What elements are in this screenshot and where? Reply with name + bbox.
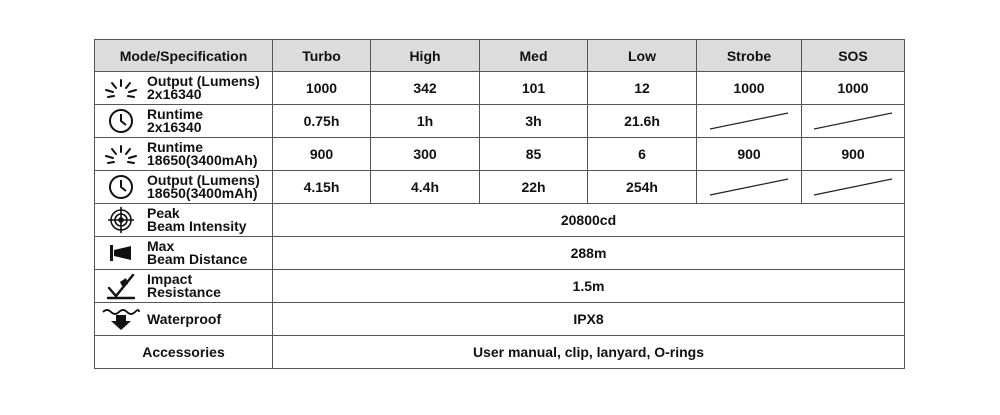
table-row [95, 204, 905, 237]
table-row [95, 237, 905, 270]
header-low: Low [588, 40, 697, 72]
value-cell: 342 [371, 72, 480, 105]
value-cell: 900 [273, 138, 371, 171]
table-row [95, 336, 905, 369]
value-cell: 4.4h [371, 171, 480, 204]
value-cell: 0.75h [273, 105, 371, 138]
header-strobe: Strobe [697, 40, 802, 72]
table-row [95, 303, 905, 336]
row-label-line2: Beam Intensity [147, 218, 247, 234]
row-label-line1: Output (Lumens) [147, 73, 260, 89]
row-label-line2: 18650(3400mAh) [147, 152, 258, 168]
row-label-cell [95, 270, 273, 303]
header-high: High [371, 40, 480, 72]
row-label-line1: Output (Lumens) [147, 172, 260, 188]
sun-rays-icon [95, 143, 147, 165]
header-turbo: Turbo [273, 40, 371, 72]
value-cell: 1000 [697, 72, 802, 105]
spec-value-cell: IPX8 [273, 303, 905, 336]
clock-icon [95, 174, 147, 200]
value-cell: 85 [480, 138, 588, 171]
accessories-label: Accessories [95, 336, 273, 369]
clock-icon [95, 108, 147, 134]
value-cell: 3h [480, 105, 588, 138]
spec-table [94, 39, 905, 369]
row-label-line1: Impact [147, 271, 193, 287]
value-cell: 21.6h [588, 105, 697, 138]
target-icon [95, 207, 147, 233]
row-label-line2: 2x16340 [147, 119, 202, 135]
header-mode-spec: Mode/Specification [95, 40, 273, 72]
row-label-cell [95, 303, 273, 336]
not-applicable-cell [697, 171, 802, 204]
row-label-line2: 18650(3400mAh) [147, 185, 258, 201]
beam-distance-icon [95, 243, 147, 263]
row-label-line1: Waterproof [147, 310, 222, 327]
row-label-cell [95, 171, 273, 204]
value-cell: 101 [480, 72, 588, 105]
value-cell: 1h [371, 105, 480, 138]
value-cell: 22h [480, 171, 588, 204]
row-label-line1: Runtime [147, 106, 203, 122]
not-applicable-cell [802, 171, 905, 204]
value-cell: 4.15h [273, 171, 371, 204]
spec-value-cell: 288m [273, 237, 905, 270]
header-sos: SOS [802, 40, 905, 72]
impact-icon [95, 272, 147, 300]
table-row [95, 105, 905, 138]
row-label-line2: Resistance [147, 284, 221, 300]
table-row [95, 72, 905, 105]
waterproof-icon [95, 307, 147, 331]
not-applicable-cell [697, 105, 802, 138]
row-label-line1: Runtime [147, 139, 203, 155]
header-med: Med [480, 40, 588, 72]
row-label-line2: Beam Distance [147, 251, 248, 267]
row-label-line1: Max [147, 238, 175, 254]
table-row [95, 171, 905, 204]
row-label-cell [95, 237, 273, 270]
row-label-cell [95, 138, 273, 171]
value-cell: 254h [588, 171, 697, 204]
value-cell: 1000 [802, 72, 905, 105]
value-cell: 900 [697, 138, 802, 171]
value-cell: 900 [802, 138, 905, 171]
row-label-cell [95, 204, 273, 237]
sun-rays-icon [95, 77, 147, 99]
row-label-cell [95, 72, 273, 105]
spec-value-cell: 1.5m [273, 270, 905, 303]
value-cell: 12 [588, 72, 697, 105]
spec-value-cell: 20800cd [273, 204, 905, 237]
value-cell: 1000 [273, 72, 371, 105]
table-row [95, 270, 905, 303]
header-row [95, 40, 905, 72]
value-cell: 6 [588, 138, 697, 171]
accessories-value: User manual, clip, lanyard, O-rings [273, 336, 905, 369]
row-label-cell [95, 105, 273, 138]
row-label-line2: 2x16340 [147, 86, 202, 102]
table-row [95, 138, 905, 171]
row-label-line1: Peak [147, 205, 180, 221]
not-applicable-cell [802, 105, 905, 138]
value-cell: 300 [371, 138, 480, 171]
